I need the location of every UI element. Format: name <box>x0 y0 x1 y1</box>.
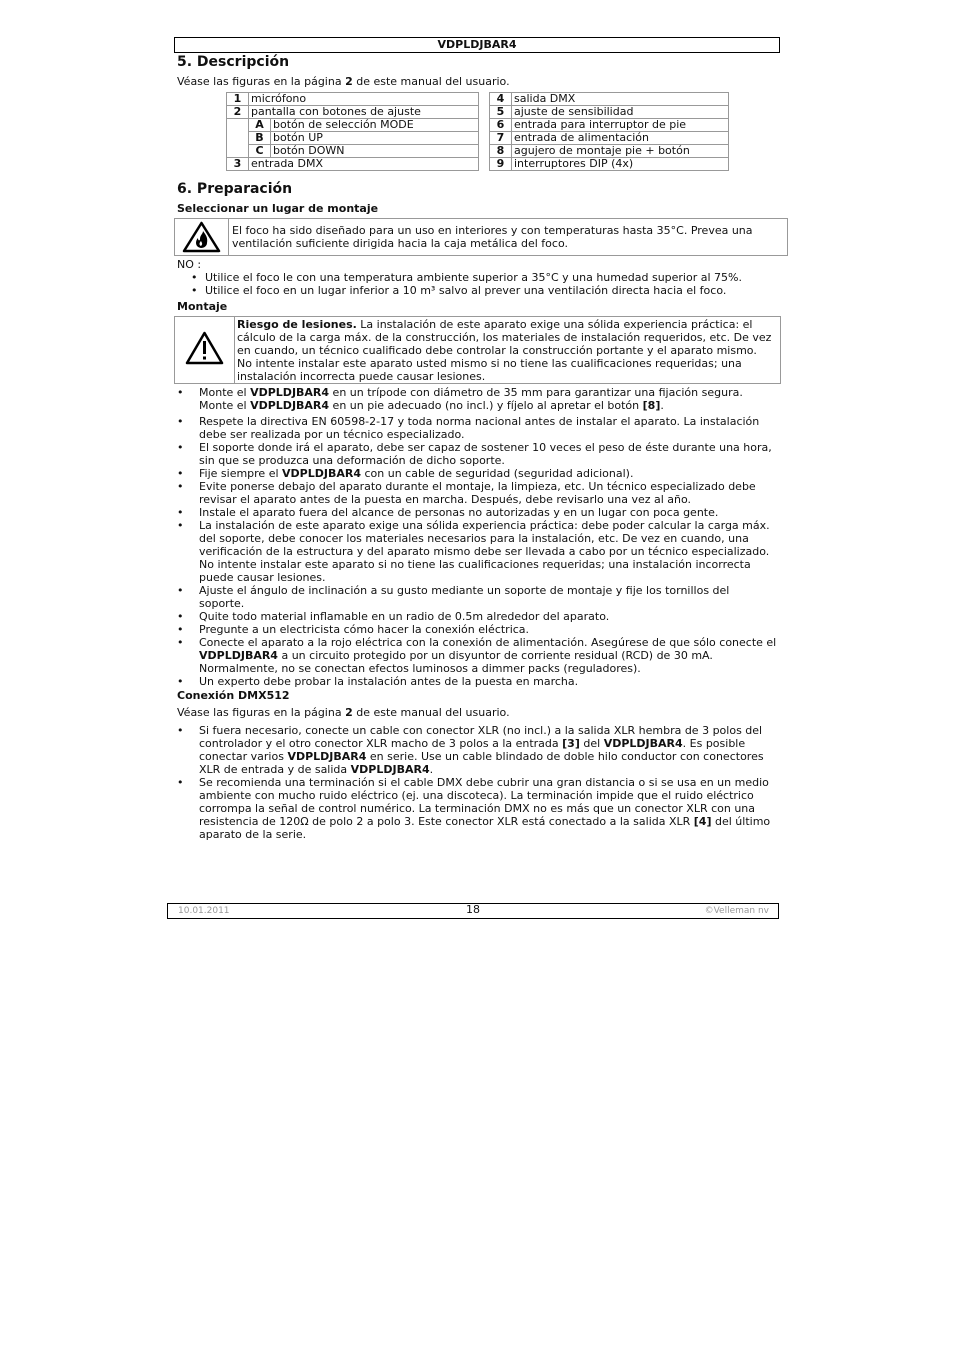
subheading-location: Seleccionar un lugar de montaje <box>177 202 379 215</box>
table-row: 7 entrada de alimentación <box>490 132 729 145</box>
table-row: 3 entrada DMX <box>227 158 479 171</box>
subheading-mounting: Montaje <box>177 300 228 313</box>
injury-warning-text: Riesgo de lesiones. La instalación de este aparato exige una sólida experiencia práctica: el cálculo de la carga máx. de la construcción, los materiales de instalación requeridos, etc. De vez en cuando, un técnico cualificado debe controlar la construcción portante y el aparato mismo. No intente instalar este aparato usted mismo si no tiene las cualificaciones requeridas; una instalación incorrecta puede causar lesiones. <box>237 318 772 383</box>
subheading-dmx: Conexión DMX512 <box>177 689 290 702</box>
list-item: • Quite todo material inflamable en un radio de 0.5m alrededor del aparato. <box>177 610 610 623</box>
dmx-intro: Véase las figuras en la página 2 de este manual del usuario. <box>177 706 510 719</box>
list-item: • La instalación de este aparato exige una sólida experiencia práctica: debe poder calcular la carga máx. del soporte, debe conocer los materiales necesarios para la instalación, etc. De vez en cuando, una verificación de la estructura y del aparato mismo debe ser llevada a cabo por un técnico especializado. No intente instalar este aparato si no tiene las cualificaciones requeridas; una instalación incorrecta puede causar lesiones. <box>177 519 770 584</box>
page-header: VDPLDJBAR4 <box>174 37 780 53</box>
list-item: • Se recomienda una terminación si el cable DMX debe cubrir una gran distancia o si se usa en un medio ambiente con mucho ruido eléctrico (ej. una discoteca). La terminación impide que el ruido eléctrico corrompa la señal de control numérico. La terminación DMX no es más que un conector XLR con una resistencia de 120Ω de polo 2 a polo 3. Este conector XLR está conectado a la salida XLR [4] del último aparato de la serie. <box>177 776 771 841</box>
table-row: 4 salida DMX <box>490 93 729 106</box>
danger-icon <box>175 317 235 383</box>
list-item: • Si fuera necesario, conecte un cable con conector XLR (no incl.) a la salida XLR hembra de 3 polos del controlador y el otro conector XLR macho de 3 polos a la entrada [3] del VDPLDJBAR4. Es posible conectar varios VDPLDJBAR4 en serie. Use un cable blindado de doble hilo conductor con conectores XLR de entrada y de salida VDPLDJBAR4. <box>177 724 764 776</box>
parts-table-left <box>226 92 479 171</box>
list-item: • Fije siempre el VDPLDJBAR4 con un cable de seguridad (seguridad adicional). <box>177 467 634 480</box>
parts-table-right <box>489 92 729 171</box>
no-list <box>177 271 777 297</box>
page-number: 18 <box>466 903 480 916</box>
section-6-title: 6. Preparación <box>177 181 293 197</box>
page-footer <box>167 903 779 919</box>
table-row: A botón de selección MODE <box>227 119 479 132</box>
list-item: • Pregunte a un electricista cómo hacer la conexión eléctrica. <box>177 623 530 636</box>
table-row: C botón DOWN <box>227 145 479 158</box>
list-item: • Un experto debe probar la instalación antes de la puesta en marcha. <box>177 675 579 688</box>
table-row: 8 agujero de montaje pie + botón <box>490 145 729 158</box>
table-row: 6 entrada para interruptor de pie <box>490 119 729 132</box>
footer-date: 10.01.2011 <box>178 906 230 916</box>
table-row: B botón UP <box>227 132 479 145</box>
dmx-list <box>177 724 777 841</box>
no-label: NO : <box>177 258 202 271</box>
list-item: • El soporte donde irá el aparato, debe ser capaz de sostener 10 veces el peso de éste durante una hora, sin que se produzca una deformación de dicho soporte. <box>177 441 772 467</box>
fire-warning-text: El foco ha sido diseñado para un uso en interiores y con temperaturas hasta 35°C. Prevea una ventilación suficiente dirigida hacia la caja metálica del foco. <box>232 224 753 250</box>
section-5-title: 5. Descripción <box>177 54 290 70</box>
list-item: • Conecte el aparato a la rojo eléctrica con la conexión de alimentación. Asegúrese de que sólo conecte el VDPLDJBAR4 a un circuito protegido por un disyuntor de corriente residual (RCD) de 30 mA. Normalmente, no se conectan efectos luminosos a dimmer packs (reguladores). <box>177 636 777 675</box>
list-item: • Instale el aparato fuera del alcance de personas no autorizadas y en un lugar con poca gente. <box>177 506 719 519</box>
footer-copyright: ©Velleman nv <box>704 906 769 916</box>
fire-warning-icon <box>175 219 229 255</box>
list-item: • Respete la directiva EN 60598-2-17 y toda norma nacional antes de instalar el aparato. La instalación debe ser realizada por un técnico especializado. <box>177 415 760 441</box>
list-item: • Monte el VDPLDJBAR4 en un trípode con diámetro de 35 mm para garantizar una fijación segura. Monte el VDPLDJBAR4 en un pie adecuado (no incl.) y fíjelo al apretar el botón [8]. <box>177 386 743 412</box>
table-row: 1 micrófono <box>227 93 479 106</box>
table-row: 9 interruptores DIP (4x) <box>490 158 729 171</box>
list-item: • Evite ponerse debajo del aparato durante el montaje, la limpieza, etc. Un técnico especializado debe revisar el aparato antes de la puesta en marcha. Después, debe revisarlo una vez al año. <box>177 480 756 506</box>
table-row: 5 ajuste de sensibilidad <box>490 106 729 119</box>
table-row: 2 pantalla con botones de ajuste <box>227 106 479 119</box>
list-item: • Utilice el foco en un lugar inferior a 10 m³ salvo al prever una ventilación directa hacia el foco. <box>191 284 727 297</box>
list-item: • Utilice el foco le con una temperatura ambiente superior a 35°C y una humedad superior al 75%. <box>191 271 742 284</box>
section-5-intro: Véase las figuras en la página 2 de este manual del usuario. <box>177 75 510 88</box>
list-item: • Ajuste el ángulo de inclinación a su gusto mediante un soporte de montaje y fije los tornillos del soporte. <box>177 584 730 610</box>
fire-warning-box <box>174 218 788 256</box>
injury-warning-box <box>174 316 781 384</box>
mounting-list <box>177 386 777 688</box>
